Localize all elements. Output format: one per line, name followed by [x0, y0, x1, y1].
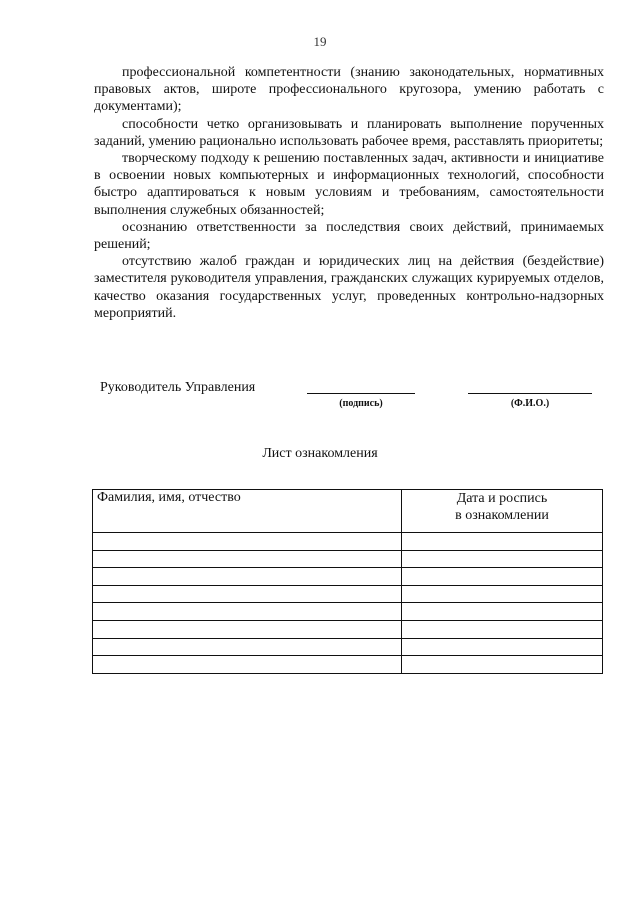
table-cell	[93, 638, 402, 656]
paragraph: способности четко организовывать и планировать выполнение порученных заданий, умению рационально использовать рабочее время, расставлять приоритеты;	[94, 116, 604, 149]
table-cell	[402, 550, 603, 568]
table-cell	[402, 656, 603, 674]
paragraph: творческому подходу к решению поставленных задач, активности и инициативе в освоении новых компьютерных и информационных технологий, способности быстро адаптироваться к новым условиям и требованиям, самостоятельности выполнения служебных обязанностей;	[94, 151, 604, 218]
table-cell	[93, 533, 402, 551]
table-cell	[93, 656, 402, 674]
table-row	[93, 638, 603, 656]
name-caption: (Ф.И.О.)	[510, 398, 550, 409]
table-cell	[402, 620, 603, 638]
paragraph: профессиональной компетентности (знанию законодательных, нормативных правовых актов, широте профессионального кругозора, умению работать с документами);	[94, 65, 604, 115]
table-row	[93, 585, 603, 603]
table-cell	[93, 620, 402, 638]
table-cell	[402, 568, 603, 586]
table-row	[93, 533, 603, 551]
table-cell	[93, 603, 402, 621]
column-header-name: Фамилия, имя, отчество	[93, 490, 402, 533]
name-line	[468, 393, 592, 394]
acknowledgement-table	[92, 489, 603, 674]
column-header-date-line2: в ознакомлении	[455, 508, 549, 523]
column-header-date	[402, 490, 603, 533]
table-header-row	[93, 490, 603, 533]
table-cell	[402, 603, 603, 621]
table-row	[93, 620, 603, 638]
table-cell	[93, 550, 402, 568]
table-row	[93, 568, 603, 586]
table-row	[93, 603, 603, 621]
page-number: 19	[313, 34, 327, 49]
table-cell	[402, 585, 603, 603]
table-cell	[93, 585, 402, 603]
table-cell	[93, 568, 402, 586]
signatory-title: Руководитель Управления	[100, 380, 256, 395]
signature-block	[100, 380, 600, 420]
column-header-date-line1: Дата и роспись	[456, 491, 548, 506]
paragraph: осознанию ответственности за последствия своих действий, принимаемых решений;	[94, 219, 604, 253]
table-cell	[402, 638, 603, 656]
table-row	[93, 656, 603, 674]
paragraph: отсутствию жалоб граждан и юридических лиц на действия (бездействие) заместителя руководителя управления, гражданских служащих курируемых отделов, качество оказания государственных услуг, проведенных контрольно-надзорных мероприятий.	[94, 254, 604, 321]
table-cell	[402, 533, 603, 551]
signature-line	[307, 393, 415, 394]
body-text	[94, 64, 604, 322]
sheet-title: Лист ознакомления	[262, 446, 378, 461]
signature-caption: (подпись)	[339, 398, 383, 409]
table-row	[93, 550, 603, 568]
